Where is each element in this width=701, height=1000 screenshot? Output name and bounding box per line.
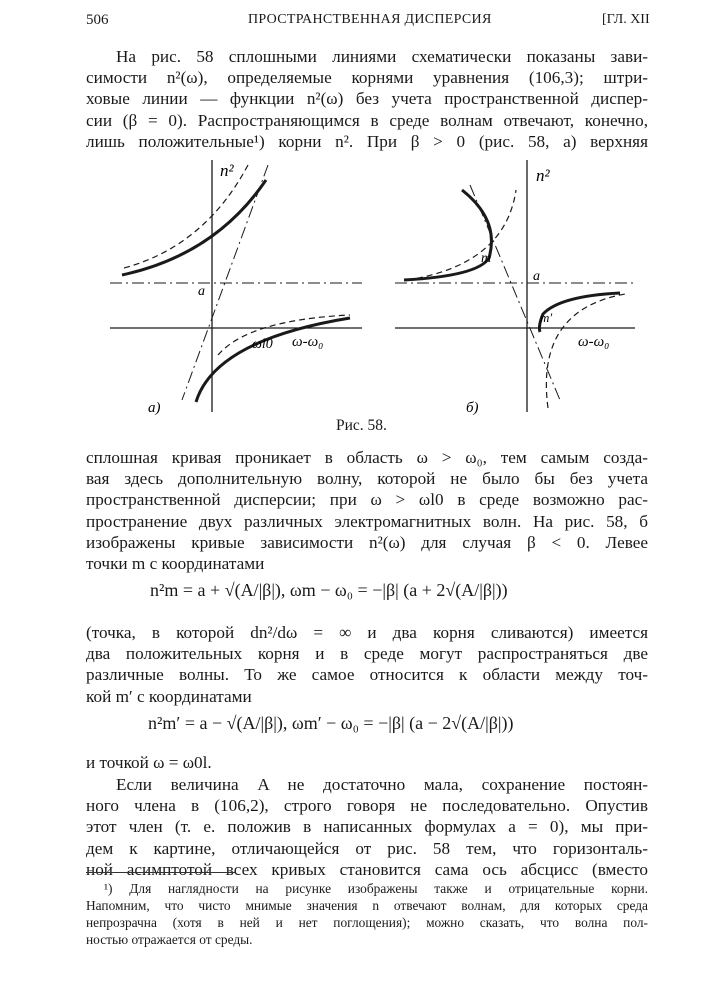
- footnote-line: Напомним, что чисто мнимые значения n отвечают волнам, для которых среда: [86, 898, 648, 913]
- dashed-curve-lower: [546, 294, 625, 408]
- figure-caption: Рис. 58.: [336, 417, 387, 434]
- text-line: этот член (т. е. положив в написанных формулах a = 0), мы при-: [86, 817, 648, 837]
- solid-curve-upper: [404, 190, 491, 280]
- figure-58: [0, 150, 701, 420]
- paragraph-continuation: [86, 447, 648, 574]
- text-line: (точка, в которой dn²/dω = ∞ и два корня сливаются) имеется: [86, 623, 648, 642]
- text-line: и точкой ω = ω0l.: [86, 753, 212, 772]
- xlabel-a: ω-ω₀: [292, 334, 324, 350]
- page-number: 506: [86, 12, 109, 28]
- text-line: пространение двух различных электромагнитных волн. На рис. 58, б: [86, 511, 648, 531]
- text-line: различные волны. То же самое относится к области между точ-: [86, 665, 648, 685]
- text-line: пространственной дисперсии; при ω > ωl0 в среде возможно рас-: [86, 490, 648, 510]
- a-label-b: a: [533, 269, 540, 284]
- footnote: [86, 880, 648, 948]
- text-line: два положительных корня и в среде могут распространяться две: [86, 644, 648, 664]
- text-line: симости n²(ω), определяемые корнями уравнения (106,3); штри-: [86, 68, 648, 88]
- text-line: сплошная кривая проникает в область ω > ω₀, тем самым созда-: [86, 448, 648, 467]
- footnote-rule: [86, 872, 236, 873]
- text-line: кой m′ с координатами: [86, 686, 252, 706]
- text-line: вая здесь дополнительную волну, которой не было бы без учета: [86, 469, 648, 489]
- paragraph-constant-term: [86, 774, 648, 880]
- ylabel-b: n²: [536, 166, 550, 185]
- solid-curve-upper: [122, 180, 266, 275]
- running-title: ПРОСТРАНСТВЕННАЯ ДИСПЕРСИЯ: [248, 12, 492, 27]
- paragraph-point-m: [86, 622, 648, 707]
- figure-panel-b: [395, 160, 635, 412]
- footnote-line: непрозрачна (хотя в ней и нет поглощения); можно сказать, что волна пол-: [86, 915, 648, 930]
- footnote-line: ностью отражается от среды.: [86, 932, 253, 947]
- panel-tag-a: а): [148, 400, 161, 416]
- dashed-curve-upper: [407, 190, 516, 280]
- m-label: m: [481, 251, 492, 266]
- text-line: лишь положительные¹) корни n². При β > 0 (рис. 58, а) верхняя: [86, 131, 648, 151]
- asymptote-oblique: [470, 185, 560, 400]
- chapter-label: [ГЛ. XII: [602, 12, 650, 27]
- text-line: Если величина A не достаточно мала, сохранение постоян-: [116, 775, 648, 794]
- m-prime-label: m′: [540, 310, 553, 325]
- xlabel-b: ω-ω₀: [578, 334, 610, 350]
- root-label: ωl0: [252, 337, 273, 352]
- a-label-a: a: [198, 284, 205, 299]
- figure-panel-a: [110, 160, 362, 412]
- text-line: ховые линии — функции n²(ω) без учета пространственной диспер-: [86, 89, 648, 109]
- paragraph-intro: [86, 46, 648, 152]
- text-line: дем к картине, отличающейся от рис. 58 тем, что горизонталь-: [86, 838, 648, 858]
- panel-tag-b: б): [466, 400, 479, 416]
- formula-m: n²m = a + √(A/|β|), ωm − ω₀ = −|β| (a + 2√(A/|β|)): [150, 580, 508, 600]
- footnote-line: ¹) Для наглядности на рисунке изображены также и отрицательные корни.: [104, 881, 648, 896]
- formula-m-prime: n²m′ = a − √(A/|β|), ωm′ − ω₀ = −|β| (a − 2√(A/|β|)): [148, 713, 514, 733]
- text-line: ного члена в (106,2), строго говоря не последовательно. Опустив: [86, 796, 648, 816]
- solid-curve-lower: [196, 318, 350, 402]
- text-line: точки m с координатами: [86, 553, 265, 573]
- text-line: ной асимптотой всех кривых становится сама ось абсцисс (вместо: [86, 859, 648, 879]
- text-line: изображены кривые зависимости n²(ω) для случая β < 0. Левее: [86, 532, 648, 552]
- paragraph-point-omega: [86, 752, 648, 773]
- text-line: сии (β = 0). Распространяющимся в среде волнам отвечают, конечно,: [86, 110, 648, 130]
- text-line: На рис. 58 сплошными линиями схематически показаны зави-: [116, 47, 648, 66]
- ylabel-a: n²: [220, 161, 234, 180]
